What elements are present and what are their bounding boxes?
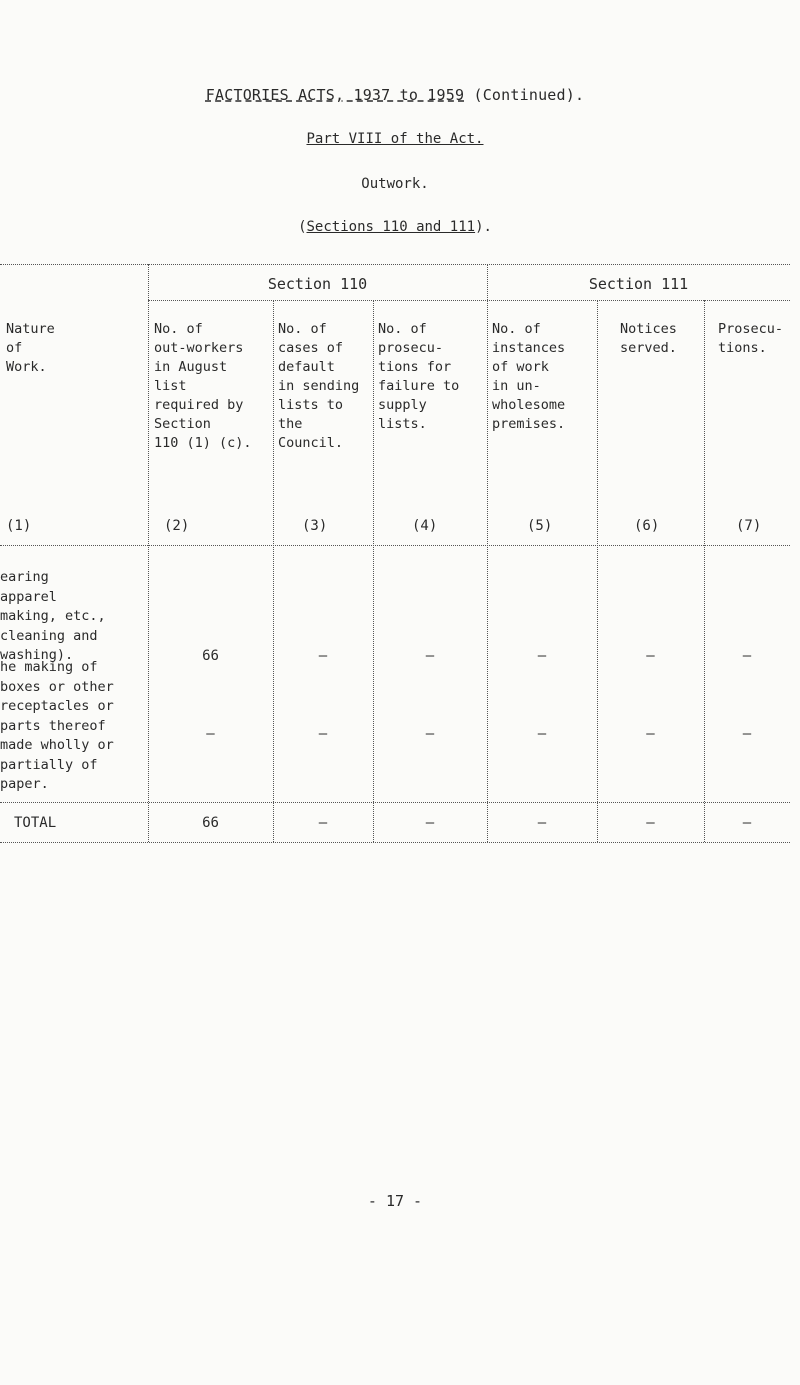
sections-paren-open: ( bbox=[298, 219, 307, 235]
total-cell: — bbox=[537, 815, 547, 831]
column-number: (1) bbox=[6, 518, 32, 534]
row-nature-label: earing apparel making, etc., cleaning and washing). bbox=[0, 569, 106, 663]
total-cell: — bbox=[646, 815, 655, 831]
column-header-outworkers: No. of out-workers in August list required by Section 110 (1) (c). bbox=[154, 321, 252, 451]
column-header-notices: Notices served. bbox=[620, 321, 677, 356]
column-header-prosecutions: Prosecu- tions. bbox=[718, 321, 784, 356]
total-cell: — bbox=[318, 815, 328, 831]
page-number: - 17 - bbox=[367, 1192, 423, 1210]
row-cell: — bbox=[742, 648, 752, 664]
title-main: FACTORIES ACTS, 1937 to 1959 bbox=[205, 86, 465, 104]
title-suffix: (Continued). bbox=[464, 86, 585, 104]
row-cell: — bbox=[537, 648, 547, 664]
row-cell: — bbox=[537, 726, 547, 742]
row-cell: — bbox=[646, 648, 655, 664]
column-divider bbox=[373, 300, 374, 842]
column-number: (6) bbox=[634, 518, 660, 534]
column-divider bbox=[148, 264, 149, 842]
document-title bbox=[0, 86, 790, 104]
column-divider bbox=[704, 300, 705, 842]
column-number: (2) bbox=[164, 518, 190, 534]
row-cell: — bbox=[425, 726, 435, 742]
column-divider bbox=[273, 300, 274, 842]
column-divider bbox=[597, 300, 598, 842]
table-top-rule bbox=[0, 264, 790, 265]
total-label: TOTAL bbox=[14, 815, 57, 831]
column-header-nature: Nature of Work. bbox=[6, 321, 55, 375]
row-cell: 66 bbox=[202, 648, 219, 664]
row-cell: — bbox=[206, 726, 215, 742]
row-cell: — bbox=[742, 726, 752, 742]
total-cell: — bbox=[425, 815, 435, 831]
total-cell: 66 bbox=[202, 815, 219, 831]
group-header-section-110: Section 110 bbox=[267, 275, 368, 293]
body-bottom-rule bbox=[0, 802, 790, 803]
group-header-rule bbox=[148, 300, 790, 301]
subject-heading: Outwork. bbox=[361, 176, 429, 192]
column-number: (3) bbox=[302, 518, 328, 534]
sections-heading bbox=[0, 219, 790, 235]
row-nature-label: he making of boxes or other receptacles or parts thereof made wholly or partially of paper. bbox=[0, 659, 114, 792]
header-bottom-rule bbox=[0, 545, 790, 546]
column-number: (5) bbox=[527, 518, 553, 534]
column-header-prosecutions-lists: No. of prosecu- tions for failure to supply lists. bbox=[378, 321, 460, 432]
column-number: (7) bbox=[736, 518, 762, 534]
row-cell: — bbox=[318, 648, 328, 664]
column-header-unwholesome: No. of instances of work in un- wholesome premises. bbox=[492, 321, 566, 432]
total-bottom-rule bbox=[0, 842, 790, 843]
part-heading: Part VIII of the Act. bbox=[306, 131, 484, 147]
total-cell: — bbox=[742, 815, 752, 831]
column-divider bbox=[487, 264, 488, 842]
row-cell: — bbox=[646, 726, 655, 742]
column-header-default-cases: No. of cases of default in sending lists to the Council. bbox=[278, 321, 360, 451]
row-cell: — bbox=[425, 648, 435, 664]
row-cell: — bbox=[318, 726, 328, 742]
group-header-section-111: Section 111 bbox=[588, 275, 689, 293]
column-number: (4) bbox=[412, 518, 438, 534]
sections-paren-close: ). bbox=[475, 219, 492, 235]
sections-text: Sections 110 and 111 bbox=[306, 219, 476, 235]
